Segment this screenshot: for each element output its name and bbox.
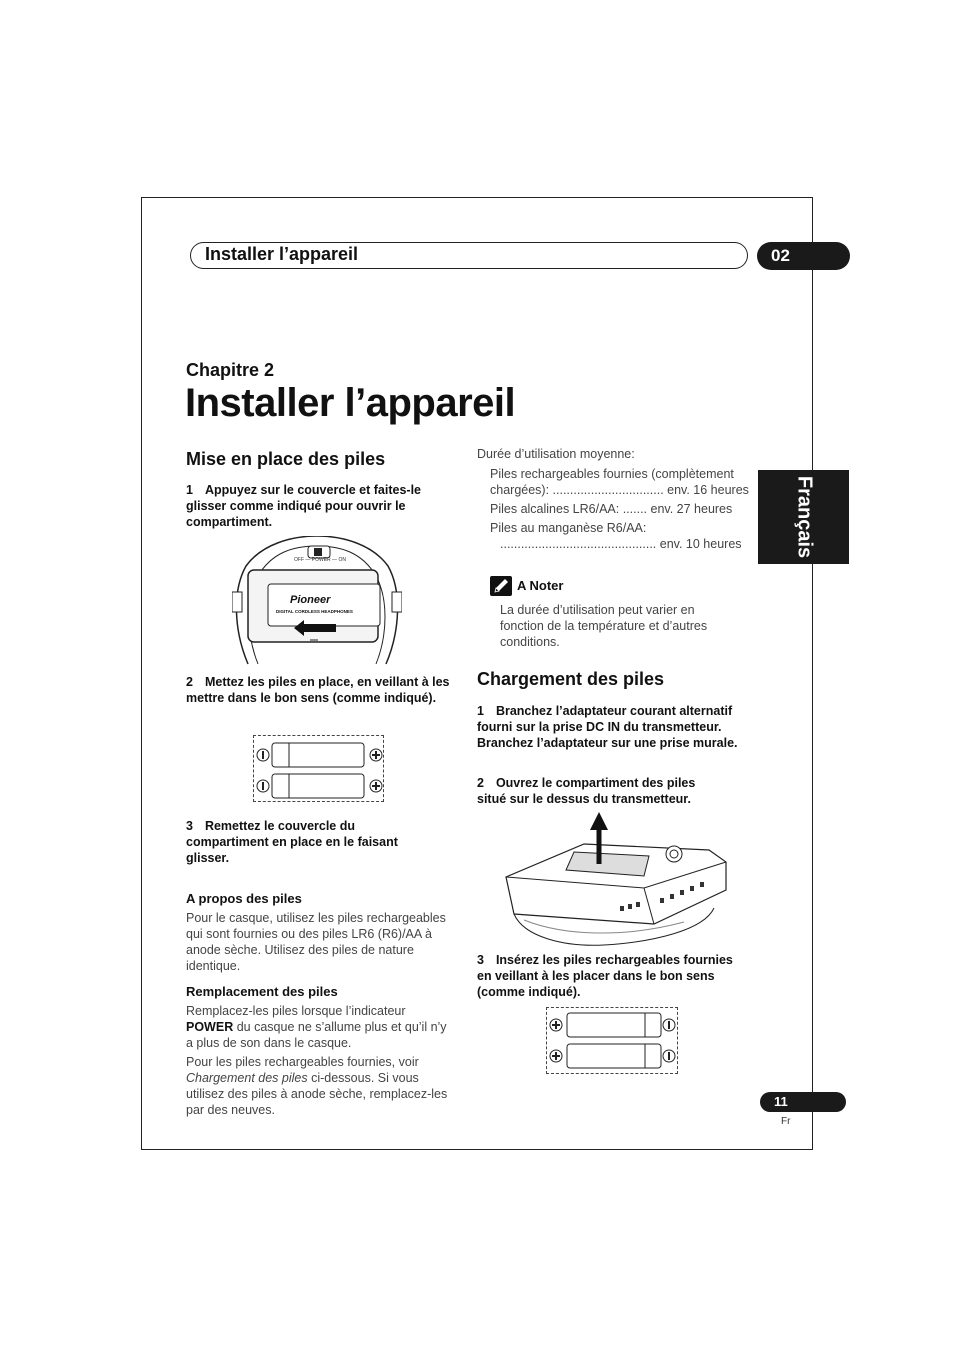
right-step-1	[477, 703, 742, 751]
step-text: Ouvrez le compartiment des piles situé sur le dessus du transmetteur.	[477, 776, 696, 806]
step-number: 2	[477, 776, 484, 790]
replace-batteries-heading: Remplacement des piles	[186, 984, 338, 999]
left-step-2	[186, 674, 454, 706]
section-header-title: Installer l’appareil	[205, 244, 359, 264]
battery-orientation-illustration-right	[546, 1007, 678, 1074]
step-text: Insérez les piles rechargeables fournies en veillant à les placer dans le bon sens (comme indiqué).	[477, 953, 733, 999]
note-heading: A Noter	[517, 578, 564, 593]
right-section-heading: Chargement des piles	[477, 669, 665, 689]
about-batteries-heading: A propos des piles	[186, 891, 302, 906]
duration-line: chargées): ................................ env. 16 heures	[490, 483, 749, 497]
transmitter-illustration	[504, 812, 728, 950]
left-step-1	[186, 482, 451, 530]
about-batteries-text: Pour le casque, utilisez les piles rechargeables qui sont fournies ou des piles LR6 (R6)/AA à anode sèche. Utilisez des piles de nature identique.	[186, 911, 446, 973]
right-step-3	[477, 952, 737, 1000]
step-number: 1	[186, 483, 193, 497]
power-indicator-label: POWER	[186, 1020, 234, 1034]
duration-line: Piles rechargeables fournies (complètement	[490, 467, 734, 481]
language-label: Français	[793, 475, 815, 559]
battery-pair-drawing	[547, 1008, 679, 1075]
duration-line: Piles alcalines LR6/AA: ....... env. 27 heures	[490, 502, 733, 516]
replace-batteries-paragraph-1	[186, 1003, 452, 1051]
page-number-badge: 11	[760, 1092, 846, 1112]
duration-intro: Durée d’utilisation moyenne:	[477, 447, 635, 461]
cross-reference: Chargement des piles	[186, 1071, 308, 1085]
note-pencil-icon	[490, 576, 512, 596]
step-text: Appuyez sur le couvercle et faites-le glisser comme indiqué pour ouvrir le compartiment.	[186, 483, 422, 529]
duration-line: ............................................. env. 10 heures	[500, 537, 742, 551]
text-run: Pour les piles rechargeables fournies, voir	[186, 1055, 419, 1069]
pioneer-logo: Pioneer	[290, 594, 331, 606]
text-run: Remplacez-les piles lorsque l’indicateur	[186, 1004, 406, 1018]
chapter-title: Installer l’appareil	[185, 381, 516, 425]
product-name-label: DIGITAL CORDLESS HEADPHONES	[276, 609, 353, 614]
text-run: du casque ne s’allume plus et qu’il n’y a plus de son dans le casque.	[186, 1020, 447, 1050]
power-switch-label: OFF — POWER — ON	[294, 557, 346, 563]
left-step-3	[186, 818, 436, 866]
step-text: Mettez les piles en place, en veillant à les mettre dans le bon sens (comme indiqué).	[186, 675, 450, 705]
chapter-number-badge: 02	[757, 242, 850, 270]
page-language-code: Fr	[781, 1116, 791, 1127]
step-text: Remettez le couvercle du compartiment en place en le faisant glisser.	[186, 819, 398, 865]
right-step-2	[477, 775, 727, 807]
step-number: 3	[186, 819, 193, 833]
step-number: 2	[186, 675, 193, 689]
battery-orientation-illustration	[253, 735, 384, 802]
battery-pair-drawing	[254, 736, 385, 803]
left-section-heading: Mise en place des piles	[186, 449, 386, 469]
chapter-label: Chapitre 2	[186, 360, 275, 380]
step-number: 1	[477, 704, 484, 718]
step-number: 3	[477, 953, 484, 967]
duration-line: Piles au manganèse R6/AA:	[490, 521, 647, 535]
step-text: Branchez l’adaptateur courant alternatif fourni sur la prise DC IN du transmetteur. Branchez l’adaptateur sur une prise murale.	[477, 704, 738, 750]
language-side-tab	[758, 470, 849, 564]
text-run: ci-dessous. Si vous utilisez des piles à anode sèche, remplacez-les par des neuves.	[186, 1071, 448, 1117]
replace-batteries-paragraph-2	[186, 1054, 452, 1118]
note-text: La durée d’utilisation peut varier en fonction de la température et d’autres conditions.	[500, 603, 708, 649]
